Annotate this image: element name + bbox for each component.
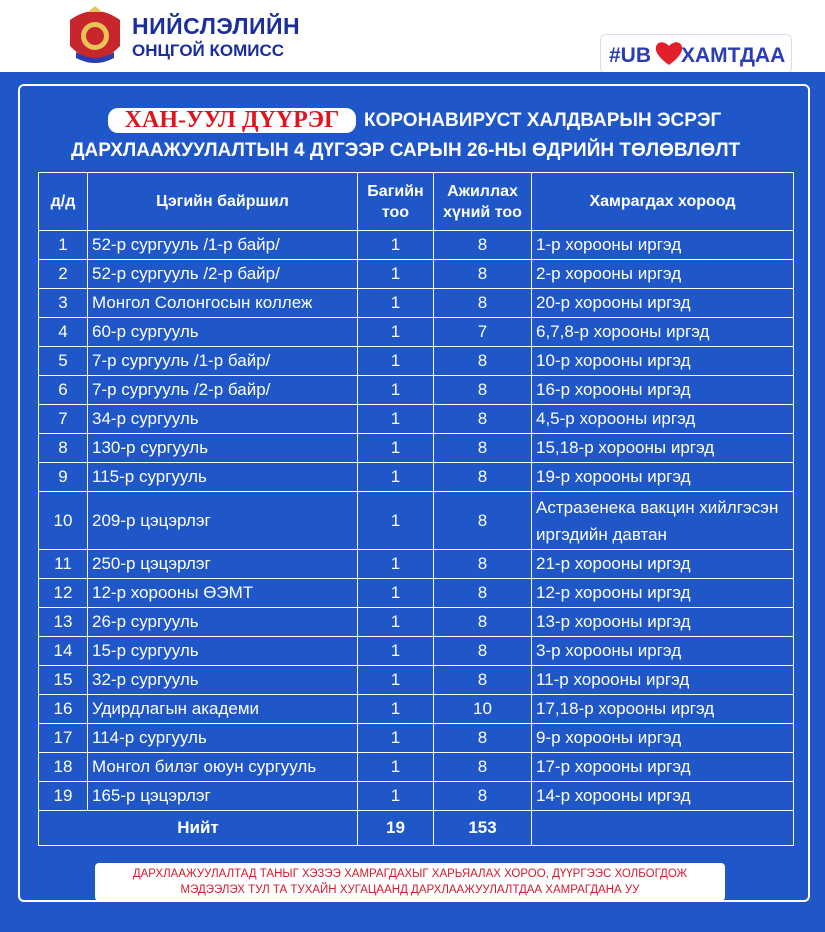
row-coverage: Астразенека вакцин хийлгэсэн иргэдийн давтан [532,492,794,550]
row-teams: 1 [358,492,434,550]
row-staff: 8 [434,492,532,550]
row-coverage: 9-р хорооны иргэд [532,724,794,753]
row-coverage: 17,18-р хорооны иргэд [532,695,794,724]
row-no: 19 [39,782,88,811]
row-no: 6 [39,376,88,405]
table-row [39,347,794,376]
table-row [39,608,794,637]
row-location: 7-р сургууль /2-р байр/ [88,376,358,405]
org-title: НИЙСЛЭЛИЙН [132,13,301,39]
row-location: 52-р сургууль /2-р байр/ [88,260,358,289]
table-row [39,289,794,318]
hashtag-badge [600,34,792,74]
title-line-1: КОРОНАВИРУСТ ХАЛДВАРЫН ЭСРЭГ [364,110,722,131]
row-no: 7 [39,405,88,434]
total-coverage [532,811,794,846]
table-row [39,550,794,579]
row-no: 16 [39,695,88,724]
table-row [39,724,794,753]
row-staff: 8 [434,405,532,434]
hashtag-right: ХАМТДАА [681,44,786,67]
row-location: 209-р цэцэрлэг [88,492,358,550]
table-row [39,260,794,289]
row-no: 1 [39,231,88,260]
table-row [39,376,794,405]
total-staff: 153 [434,811,532,846]
row-coverage: 21-р хорооны иргэд [532,550,794,579]
row-teams: 1 [358,695,434,724]
row-location: 7-р сургууль /1-р байр/ [88,347,358,376]
table-row [39,318,794,347]
table-row [39,579,794,608]
total-teams: 19 [358,811,434,846]
row-no: 3 [39,289,88,318]
heart-icon [654,38,684,68]
row-teams: 1 [358,318,434,347]
row-staff: 8 [434,753,532,782]
row-teams: 1 [358,347,434,376]
hashtag-left: #UB [609,44,652,67]
table-row [39,695,794,724]
row-coverage: 17-р хорооны иргэд [532,753,794,782]
table-row [39,753,794,782]
header-coverage: Хамрагдах хороод [532,173,794,231]
row-location: 34-р сургууль [88,405,358,434]
row-coverage: 15,18-р хорооны иргэд [532,434,794,463]
row-staff: 10 [434,695,532,724]
notice-line-2: МЭДЭЭЛЭХ ТУЛ ТА ТУХАЙН ХУГАЦААНД ДАРХЛААЖУУЛАЛТДАА ХАМРАГДАНА УУ [180,884,640,896]
row-teams: 1 [358,579,434,608]
row-staff: 8 [434,608,532,637]
row-staff: 8 [434,376,532,405]
row-coverage: 10-р хорооны иргэд [532,347,794,376]
row-teams: 1 [358,550,434,579]
row-location: Удирдлагын академи [88,695,358,724]
row-staff: 8 [434,260,532,289]
notice-line-1: ДАРХЛААЖУУЛАЛТАД ТАНЫГ ХЭЗЭЭ ХАМРАГДАХЫГ ХАРЬЯАЛАХ ХОРОО, ДҮҮРГЭЭС ХОЛБОГДОЖ [132,868,688,880]
row-teams: 1 [358,724,434,753]
row-coverage: 16-р хорооны иргэд [532,376,794,405]
row-no: 15 [39,666,88,695]
row-staff: 7 [434,318,532,347]
table-row [39,231,794,260]
table-row [39,637,794,666]
row-coverage: 20-р хорооны иргэд [532,289,794,318]
title-line-2: ДАРХЛААЖУУЛАЛТЫН 4 ДҮГЭЭР САРЫН 26-НЫ ӨДРИЙН ТӨЛӨВЛӨЛТ [71,140,741,161]
row-location: Монгол Солонгосын коллеж [88,289,358,318]
row-teams: 1 [358,376,434,405]
row-location: 165-р цэцэрлэг [88,782,358,811]
table-row [39,463,794,492]
org-subtitle: ОНЦГОЙ КОМИСС [132,41,285,60]
row-location: 250-р цэцэрлэг [88,550,358,579]
row-teams: 1 [358,608,434,637]
table-row [39,405,794,434]
row-teams: 1 [358,782,434,811]
row-staff: 8 [434,666,532,695]
row-no: 2 [39,260,88,289]
row-coverage: 11-р хорооны иргэд [532,666,794,695]
row-staff: 8 [434,347,532,376]
table-header-row [39,173,794,231]
notice-banner [95,863,725,901]
header [0,0,825,72]
row-teams: 1 [358,753,434,782]
row-teams: 1 [358,637,434,666]
row-teams: 1 [358,434,434,463]
header-staff: Ажиллах хүний тоо [434,173,532,231]
row-coverage: 6,7,8-р хорооны иргэд [532,318,794,347]
header-no: д/д [39,173,88,231]
row-location: 114-р сургууль [88,724,358,753]
row-location: 12-р хорооны ӨЭМТ [88,579,358,608]
row-location: Монгол билэг оюун сургууль [88,753,358,782]
district-name: ХАН-УУЛ ДҮҮРЭГ [108,108,356,133]
row-staff: 8 [434,231,532,260]
row-staff: 8 [434,463,532,492]
table-row [39,666,794,695]
row-no: 12 [39,579,88,608]
row-teams: 1 [358,231,434,260]
row-location: 15-р сургууль [88,637,358,666]
row-staff: 8 [434,579,532,608]
row-coverage: 13-р хорооны иргэд [532,608,794,637]
row-no: 14 [39,637,88,666]
row-no: 18 [39,753,88,782]
row-staff: 8 [434,637,532,666]
row-coverage: 2-р хорооны иргэд [532,260,794,289]
row-location: 26-р сургууль [88,608,358,637]
header-location: Цэгийн байршил [88,173,358,231]
row-no: 17 [39,724,88,753]
row-no: 13 [39,608,88,637]
row-location: 32-р сургууль [88,666,358,695]
table-row [39,492,794,550]
row-location: 60-р сургууль [88,318,358,347]
row-teams: 1 [358,289,434,318]
total-row [39,811,794,846]
row-teams: 1 [358,260,434,289]
row-no: 11 [39,550,88,579]
row-no: 9 [39,463,88,492]
row-staff: 8 [434,724,532,753]
row-no: 10 [39,492,88,550]
row-location: 130-р сургууль [88,434,358,463]
row-no: 5 [39,347,88,376]
row-location: 52-р сургууль /1-р байр/ [88,231,358,260]
row-teams: 1 [358,666,434,695]
total-label: Нийт [39,811,358,846]
row-staff: 8 [434,550,532,579]
row-coverage: 19-р хорооны иргэд [532,463,794,492]
row-coverage: 1-р хорооны иргэд [532,231,794,260]
row-coverage: 12-р хорооны иргэд [532,579,794,608]
row-staff: 8 [434,289,532,318]
vaccination-plan-table [38,172,794,846]
row-no: 4 [39,318,88,347]
row-coverage: 3-р хорооны иргэд [532,637,794,666]
row-location: 115-р сургууль [88,463,358,492]
table-row [39,434,794,463]
row-staff: 8 [434,782,532,811]
table-row [39,782,794,811]
row-staff: 8 [434,434,532,463]
coat-of-arms-icon [62,6,128,70]
row-no: 8 [39,434,88,463]
row-coverage: 4,5-р хорооны иргэд [532,405,794,434]
row-teams: 1 [358,405,434,434]
header-teams: Багийн тоо [358,173,434,231]
row-teams: 1 [358,463,434,492]
row-coverage: 14-р хорооны иргэд [532,782,794,811]
